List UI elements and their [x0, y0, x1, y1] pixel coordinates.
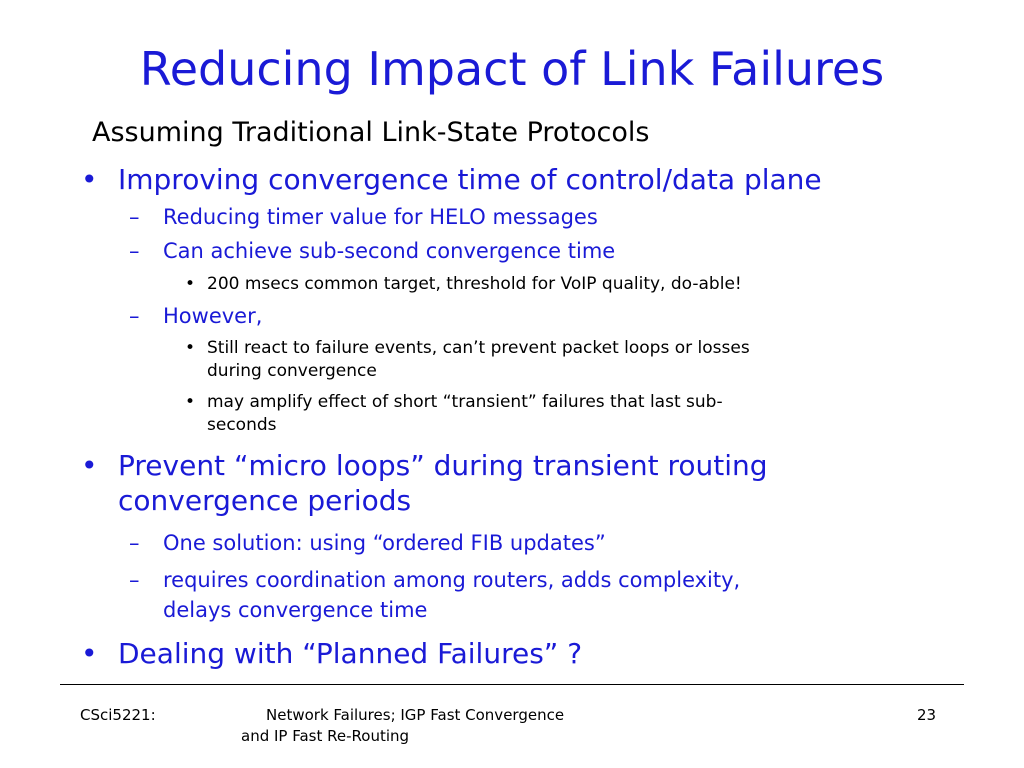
- sub-sub-bullet-item: [185, 391, 723, 414]
- sub-bullet-text: Reducing timer value for HELO messages: [163, 205, 598, 229]
- footer-topic-line2: and IP Fast Re-Routing: [241, 727, 410, 745]
- sub-bullet-text: One solution: using “ordered FIB updates”: [163, 531, 606, 555]
- dash-marker: –: [129, 205, 140, 229]
- dot-marker: •: [185, 392, 196, 412]
- bullet-text: Dealing with “Planned Failures” ?: [118, 637, 583, 670]
- bullet-text: Improving convergence time of control/data plane: [118, 163, 822, 196]
- dash-marker: –: [129, 568, 140, 592]
- sub-bullet-item: [129, 529, 606, 557]
- footer-divider: [60, 684, 964, 685]
- sub-bullet-item: [129, 203, 598, 231]
- sub-bullet-text: However,: [163, 304, 263, 328]
- sub-bullet-text: Can achieve sub-second convergence time: [163, 239, 616, 263]
- bullet-text: Prevent “micro loops” during transient routing: [118, 449, 768, 482]
- footer-course: CSci5221:: [80, 706, 156, 724]
- bullet-text: convergence periods: [118, 484, 412, 517]
- dot-marker: •: [185, 274, 196, 294]
- sub-bullet-text: requires coordination among routers, adds complexity,: [163, 568, 741, 592]
- bullet-item: [81, 637, 583, 671]
- sub-sub-bullet-continuation: [207, 360, 377, 383]
- sub-sub-bullet-text: may amplify effect of short “transient” failures that last sub-: [207, 392, 723, 412]
- sub-bullet-item: [129, 302, 263, 330]
- bullet-marker: •: [81, 449, 98, 482]
- sub-bullet-item: [129, 237, 616, 265]
- slide-subtitle: Assuming Traditional Link-State Protocols: [92, 117, 650, 148]
- bullet-item: [81, 163, 822, 197]
- dash-marker: –: [129, 239, 140, 263]
- slide-title: Reducing Impact of Link Failures: [139, 42, 885, 96]
- bullet-marker: •: [81, 637, 98, 670]
- sub-bullet-item: [129, 566, 741, 594]
- bullet-marker: •: [81, 163, 98, 196]
- sub-sub-bullet-text: 200 msecs common target, threshold for VoIP quality, do-able!: [207, 274, 742, 294]
- dash-marker: –: [129, 531, 140, 555]
- sub-bullet-continuation: [163, 596, 427, 624]
- sub-sub-bullet-item: [185, 337, 750, 360]
- sub-sub-bullet-text: during convergence: [207, 361, 377, 381]
- sub-sub-bullet-item: [185, 273, 742, 296]
- bullet-continuation: [118, 484, 411, 518]
- footer-page-number: 23: [917, 706, 937, 724]
- dot-marker: •: [185, 338, 196, 358]
- sub-sub-bullet-text: Still react to failure events, can’t prevent packet loops or losses: [207, 338, 750, 358]
- sub-sub-bullet-text: seconds: [207, 415, 277, 435]
- sub-bullet-text: delays convergence time: [163, 598, 428, 622]
- sub-sub-bullet-continuation: [207, 414, 277, 437]
- footer-topic-line1: Network Failures; IGP Fast Convergence: [266, 706, 565, 724]
- bullet-item: [81, 449, 768, 483]
- dash-marker: –: [129, 304, 140, 328]
